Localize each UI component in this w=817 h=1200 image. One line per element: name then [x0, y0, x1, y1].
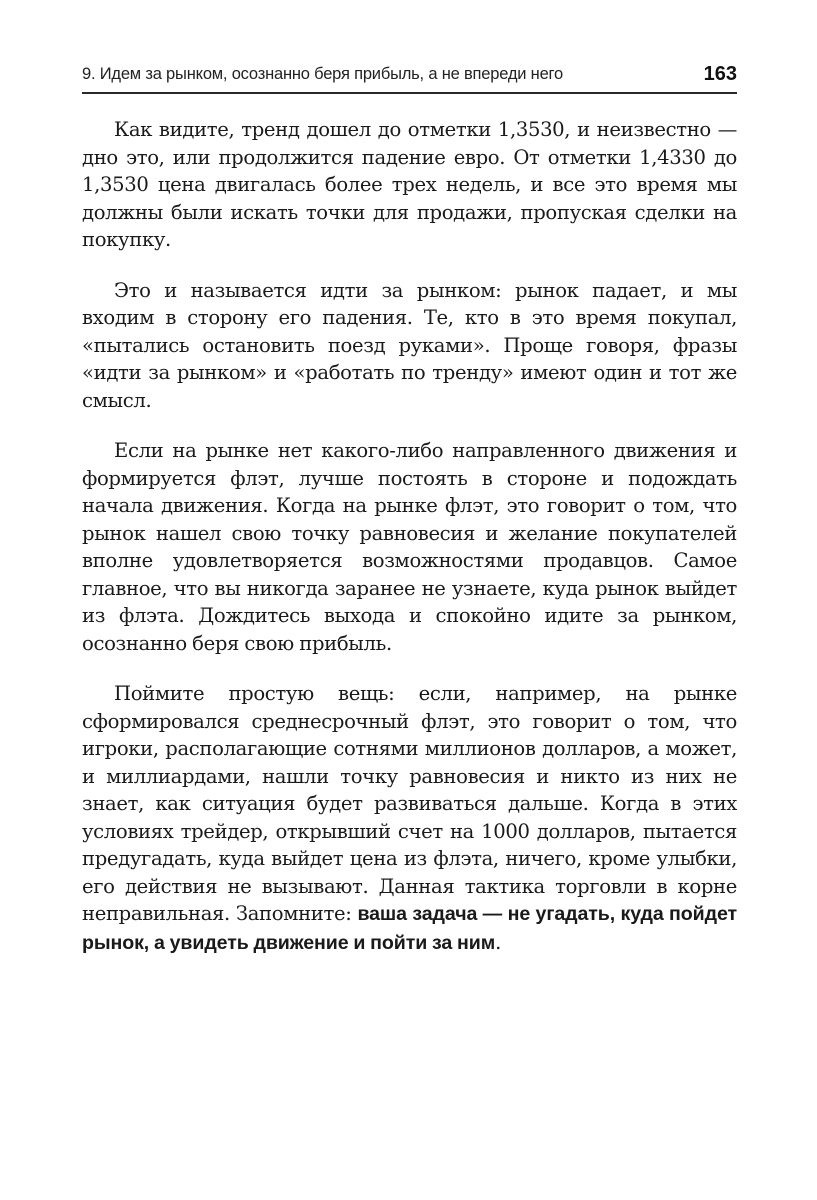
paragraph-4-period: . [495, 930, 501, 954]
paragraph-3: Если на рынке нет какого-либо направленного движения и формируется флэт, лучше постоять в стороне и подождать начала движения. Когда на рынке флэт, это говорит о том, что рынок нашел свою точку равновесия и желание покупателей вполне удовлетворяется возможностями продавцов. Самое главное, что вы никогда заранее не узнаете, куда рынок выйдет из флэта. Дождитесь выхода и спокойно идите за рынком, осознанно беря свою прибыль. [82, 439, 737, 655]
body-text [82, 116, 737, 980]
paragraph-4 [82, 680, 737, 957]
paragraph-2: Это и называется идти за рынком: рынок падает, и мы входим в сторону его падения. Те, кто в это время покупал, «пытались остановить поезд руками». Проще говоря, фразы «идти за рынком» и «работать по тренду» имеют один и тот же смысл. [82, 278, 737, 412]
paragraph-4-text: Поймите простую вещь: если, например, на рынке сформировался среднесрочный флэт, это говорит о том, что игроки, располагающие сотнями миллионов долларов, а может, и миллиардами, нашли точку равновесия и никто из них не знает, как ситуация будет развиваться дальше. Когда в этих условиях трейдер, открывший счет на 1000 долларов, пытается предугадать, куда выйдет цена из флэта, ничего, кроме улыбки, его действия не вызывают. Данная тактика торговли в корне неправильная. Запомните: [82, 682, 737, 925]
page-number: 163 [703, 63, 737, 85]
paragraph-1: Как видите, тренд дошел до отметки 1,3530, и неизвестно — дно это, или продолжится падение евро. От отметки 1,4330 до 1,3530 цена двигалась более трех недель, и все это время мы должны были искать точки для продажи, пропуская сделки на покупку. [82, 118, 737, 251]
running-header [82, 62, 737, 94]
paragraph-4-emphasis: ваша задача — не угадать, куда пойдет рынок, а увидеть движение и пойти за ним [82, 903, 737, 954]
chapter-title: 9. Идем за рынком, осознанно беря прибыль, а не впереди него [82, 65, 563, 83]
